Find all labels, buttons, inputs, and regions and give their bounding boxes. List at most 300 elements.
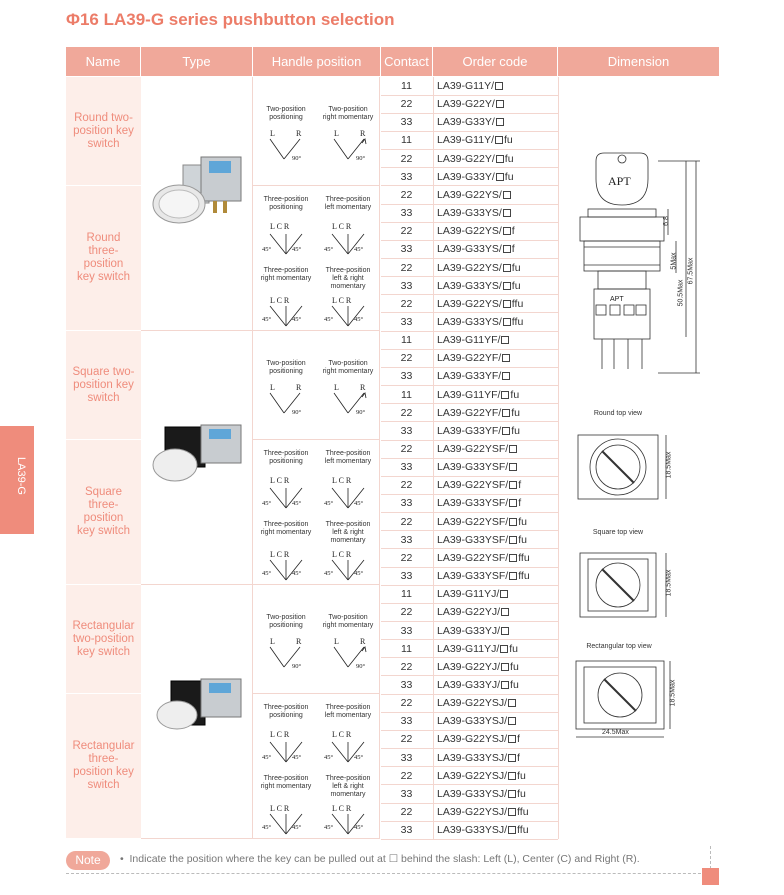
handle-position-label: Three-position positioning [263, 704, 309, 719]
blank-box-icon [500, 590, 508, 598]
square-key-switch-image [141, 331, 251, 585]
letters-lcr: L C R [270, 476, 290, 485]
order-code: LA39-G33YF/ [437, 370, 502, 383]
order-code-cell [437, 749, 563, 767]
name-round-three: Round three-position key switch [66, 186, 141, 331]
order-code: LA39-G22YSF/ [437, 443, 509, 455]
order-code-cell [437, 222, 563, 240]
order-code-cell [437, 404, 563, 422]
order-code-cell [437, 694, 563, 712]
order-suffix: ffu [518, 570, 530, 583]
order-code-cell [437, 785, 563, 803]
order-code-cell [437, 295, 563, 313]
order-code-cell [437, 240, 563, 258]
contact-cell: 11 [401, 388, 412, 401]
handle-position-label: Two-position right momentary [322, 360, 374, 375]
letter-r: R [360, 129, 366, 138]
angle-45: 45° [324, 246, 334, 253]
blank-box-icon [502, 354, 510, 362]
blank-box-icon [508, 808, 516, 816]
order-code-cell [437, 567, 563, 585]
order-code-cell [437, 277, 563, 295]
blank-box-icon [503, 191, 511, 199]
contact-cell: 22 [400, 443, 413, 455]
order-code: LA39-G22YF/ [437, 352, 502, 365]
angle-45: 45° [324, 754, 334, 761]
angle-45: 45° [354, 246, 364, 253]
blank-box-icon [503, 264, 511, 272]
order-suffix: fu [518, 533, 527, 546]
blank-box-icon [509, 463, 517, 471]
blank-box-icon [503, 300, 511, 308]
header-contact: Contact [381, 47, 433, 76]
letters-lcr: L C R [270, 222, 290, 231]
order-code: LA39-G33YSJ/ [437, 715, 508, 728]
order-code: LA39-G11YF/ [437, 388, 501, 401]
order-suffix: fu [510, 678, 519, 691]
name-round-two: Round two-position key switch [66, 77, 141, 186]
contact-cell: 33 [400, 824, 413, 837]
order-code-cell [437, 313, 563, 331]
order-code: LA39-G33YS/ [437, 315, 502, 328]
order-code-cell [437, 549, 563, 567]
type-round-photo [141, 77, 253, 331]
angle-90: 90° [292, 663, 302, 670]
rect-key-switch-image [141, 585, 251, 839]
blank-box-icon [509, 536, 517, 544]
order-code: LA39-G33YSJ/ [437, 787, 508, 800]
contact-cell: 22 [400, 225, 413, 238]
order-code-cell [437, 113, 563, 131]
handle-position-label: Three-position left momentary [324, 196, 372, 211]
order-code: LA39-G22YSF/ [437, 551, 509, 564]
order-code: LA39-G33YS/ [437, 279, 502, 292]
order-suffix: f [511, 243, 515, 256]
order-code-cell [437, 168, 563, 186]
contact-cell: 22 [400, 697, 413, 710]
contact-cell: 33 [400, 424, 413, 437]
contact-cell: 33 [400, 279, 413, 292]
name-rect-two: Rectangular two-position key switch [66, 585, 141, 694]
apt-logo: APT [608, 174, 631, 188]
order-code: LA39-G22Y/ [437, 152, 495, 165]
order-code-cell [437, 658, 563, 676]
blank-box-icon [495, 136, 503, 144]
letter-r: R [296, 383, 302, 392]
dimension-panel [558, 77, 719, 839]
blank-box-icon [501, 608, 509, 616]
name-square-three: Square three-position key switch [66, 440, 141, 585]
handle-arrow-diagram [268, 391, 308, 417]
order-code: LA39-G11YJ/ [437, 642, 500, 655]
contact-cell: 22 [400, 352, 413, 365]
angle-45: 45° [354, 570, 364, 577]
contact-cell: 22 [400, 297, 413, 310]
order-code: LA39-G11Y/ [437, 80, 495, 92]
letter-l: L [270, 383, 275, 392]
angle-45: 45° [262, 570, 272, 577]
order-suffix: fu [511, 406, 520, 419]
order-code-cell [437, 186, 563, 204]
angle-45: 45° [292, 316, 302, 323]
order-code: LA39-G22YF/ [437, 406, 502, 419]
order-code: LA39-G22YSJ/ [437, 733, 508, 746]
order-suffix: fu [504, 152, 514, 165]
contact-cell: 33 [400, 624, 413, 637]
order-code-cell [437, 95, 563, 113]
order-code-cell [437, 259, 563, 277]
round-top-view-label: Round top view [593, 410, 643, 417]
dim-18-5max-b: 18.5Max [665, 569, 673, 597]
angle-45: 45° [354, 500, 364, 507]
blank-box-icon [502, 427, 510, 435]
handle-position-label: Three-position positioning [263, 196, 309, 211]
letters-lcr: L C R [270, 804, 290, 813]
angle-45: 45° [354, 754, 364, 761]
order-code-cell [437, 585, 563, 603]
angle-45: 45° [354, 824, 364, 831]
order-suffix: ffu [511, 297, 524, 310]
handle-position-label: Three-position right momentary [260, 521, 312, 536]
angle-45: 45° [262, 824, 272, 831]
handle-arrow-diagram [328, 484, 368, 514]
dim-18-5max-a: 18.5Max [665, 451, 673, 479]
blank-box-icon [508, 790, 516, 798]
order-code-cell [437, 422, 563, 440]
angle-45: 45° [262, 754, 272, 761]
order-code-cell [437, 77, 563, 95]
blank-box-icon [496, 155, 504, 163]
order-code: LA39-G22YSF/ [437, 479, 509, 492]
order-code-cell [437, 821, 563, 839]
order-suffix: fu [511, 279, 521, 292]
handle-position-label: Three-position left momentary [324, 450, 372, 465]
order-code: LA39-G22YJ/ [437, 660, 501, 673]
angle-45: 45° [324, 316, 334, 323]
contact-cell: 33 [400, 751, 413, 764]
order-code-cell [437, 367, 563, 385]
order-code: LA39-G22YS/ [437, 188, 502, 201]
order-code: LA39-G33YSF/ [437, 533, 509, 546]
angle-45: 45° [262, 500, 272, 507]
order-suffix: fu [517, 787, 526, 800]
order-suffix: f [517, 733, 520, 746]
contact-cell: 22 [400, 188, 413, 201]
name-square-two: Square two-position key switch [66, 331, 141, 440]
order-suffix: f [518, 479, 522, 492]
type-square-photo [141, 331, 253, 585]
handle-position-label: Three-position left & right momentary [325, 521, 371, 544]
blank-box-icon [509, 572, 517, 580]
contact-cell: 22 [400, 406, 413, 419]
letters-lcr: L C R [332, 550, 352, 559]
header-handle: Handle position [253, 47, 381, 76]
contact-cell: 22 [400, 152, 413, 165]
blank-box-icon [508, 772, 516, 780]
dim-50-5max: 50.5Max [677, 279, 685, 307]
angle-45: 45° [262, 246, 272, 253]
header-name: Name [66, 47, 141, 76]
order-code-cell [437, 640, 563, 658]
order-suffix: fu [504, 134, 513, 147]
blank-box-icon [509, 518, 517, 526]
handle-arrow-diagram [332, 645, 372, 671]
order-code: LA39-G22YSJ/ [437, 806, 508, 818]
blank-box-icon [509, 481, 517, 489]
angle-90: 90° [356, 155, 366, 162]
handle-position-label: Two-position positioning [266, 614, 306, 629]
round-key-switch-image [141, 77, 251, 331]
name-rect-three: Rectangular three-position key switch [66, 694, 141, 839]
blank-box-icon [508, 826, 516, 834]
order-code-cell [437, 458, 563, 476]
letters-lcr: L C R [332, 476, 352, 485]
letters-lcr: L C R [332, 222, 352, 231]
angle-45: 45° [354, 316, 364, 323]
note-text: • Indicate the position where the key can be pulled out at ☐ behind the slash: Left (L), Center (C) and Right (R). [120, 853, 640, 865]
letter-r: R [360, 383, 366, 392]
letter-l: L [334, 637, 339, 646]
handle-position-label: Two-position right momentary [322, 106, 374, 121]
handle-arrow-diagram [328, 230, 368, 260]
contact-cell: 22 [400, 769, 413, 782]
handle-arrow-diagram [268, 645, 308, 671]
order-code-cell [437, 150, 563, 168]
contact-cell: 33 [400, 533, 413, 546]
column-divider [433, 77, 434, 839]
order-suffix: ffu [517, 806, 529, 818]
order-code: LA39-G22YS/ [437, 297, 502, 310]
contact-cell: 22 [400, 551, 413, 564]
blank-box-icon [496, 100, 504, 108]
order-code: LA39-G33YSF/ [437, 497, 509, 510]
contact-cell: 33 [400, 787, 413, 800]
contact-cell: 33 [400, 715, 413, 728]
order-code-cell [437, 730, 563, 748]
letter-r: R [360, 637, 366, 646]
corner-mark [702, 868, 719, 885]
angle-45: 45° [292, 500, 302, 507]
handle-arrow-diagram [328, 738, 368, 768]
blank-box-icon [501, 391, 509, 399]
order-suffix: fu [510, 660, 519, 673]
letter-l: L [270, 637, 275, 646]
handle-arrow-diagram [332, 391, 372, 417]
letter-l: L [334, 383, 339, 392]
angle-45: 45° [324, 500, 334, 507]
contact-cell: 33 [400, 116, 413, 129]
order-code: LA39-G33YJ/ [437, 624, 501, 637]
handle-position-label: Three-position left & right momentary [325, 267, 371, 290]
order-suffix: f [517, 751, 520, 764]
contact-cell: 22 [400, 606, 413, 619]
blank-box-icon [508, 717, 516, 725]
handle-position-label: Three-position left momentary [324, 704, 372, 719]
rect-top-view-label: Rectangular top view [586, 643, 652, 650]
handle-position-label: Two-position right momentary [322, 614, 374, 629]
blank-box-icon [501, 663, 509, 671]
header-type: Type [141, 47, 253, 76]
handle-position-label: Three-position right momentary [260, 267, 312, 282]
order-code: LA39-G11YF/ [437, 334, 501, 347]
order-code-cell [437, 622, 563, 640]
blank-box-icon [508, 699, 516, 707]
order-code: LA39-G33Y/ [437, 116, 495, 129]
blank-box-icon [509, 554, 517, 562]
letters-lcr: L C R [270, 730, 290, 739]
blank-box-icon [503, 245, 511, 253]
dim-6-8: 6.8 [662, 216, 670, 226]
order-code: LA39-G33Y/ [437, 170, 495, 183]
order-code: LA39-G22YSJ/ [437, 769, 508, 782]
order-code: LA39-G33YS/ [437, 243, 502, 256]
order-suffix: fu [518, 515, 527, 528]
angle-45: 45° [292, 246, 302, 253]
blank-box-icon [501, 627, 509, 635]
order-suffix: fu [517, 769, 526, 782]
angle-45: 45° [324, 570, 334, 577]
order-suffix: f [518, 497, 522, 510]
type-rect-photo [141, 585, 253, 839]
handle-arrow-diagram [266, 484, 306, 514]
order-code: LA39-G33YSF/ [437, 570, 509, 583]
order-code: LA39-G33YJ/ [437, 678, 501, 691]
letter-l: L [334, 129, 339, 138]
order-code-cell [437, 513, 563, 531]
page-title: Φ16 LA39-G series pushbutton selection [66, 10, 395, 29]
contact-cell: 33 [400, 170, 413, 183]
contact-cell: 11 [401, 134, 412, 147]
handle-position-label: Three-position left & right momentary [325, 775, 371, 798]
order-code: LA39-G33YS/ [437, 207, 502, 220]
blank-box-icon [503, 282, 511, 290]
order-suffix: ffu [517, 824, 529, 837]
order-code: LA39-G33YF/ [437, 424, 502, 437]
order-code-cell [437, 494, 563, 512]
handle-position-label: Two-position positioning [266, 360, 306, 375]
blank-box-icon [495, 82, 503, 90]
order-code-cell [437, 476, 563, 494]
angle-45: 45° [262, 316, 272, 323]
angle-90: 90° [292, 409, 302, 416]
contact-cell: 33 [400, 461, 413, 474]
order-code: LA39-G33YSJ/ [437, 751, 508, 764]
handle-position-label: Three-position right momentary [260, 775, 312, 790]
blank-box-icon [502, 372, 510, 380]
blank-box-icon [496, 173, 504, 181]
order-code-cell [437, 803, 563, 821]
order-code-cell [437, 131, 563, 149]
order-code-cell [437, 767, 563, 785]
handle-arrow-diagram [268, 137, 308, 163]
header-order: Order code [433, 47, 558, 76]
order-code: LA39-G22YS/ [437, 261, 502, 274]
letter-r: R [296, 637, 302, 646]
order-code-cell [437, 676, 563, 694]
blank-box-icon [509, 499, 517, 507]
blank-box-icon [500, 645, 508, 653]
contact-cell: 22 [400, 660, 413, 673]
order-code: LA39-G11YJ/ [437, 588, 500, 601]
order-code-cell [437, 331, 563, 349]
order-code-cell [437, 440, 563, 458]
contact-cell: 22 [400, 261, 413, 274]
order-code-cell [437, 603, 563, 621]
blank-box-icon [509, 445, 517, 453]
contact-cell: 33 [400, 207, 413, 220]
letter-r: R [296, 129, 302, 138]
dim-5max: 5Max [670, 252, 678, 270]
order-code: LA39-G11Y/ [437, 134, 495, 147]
dim-18-5max-c: 18.5Max [669, 679, 677, 707]
blank-box-icon [501, 681, 509, 689]
handle-arrow-diagram [266, 738, 306, 768]
contact-cell: 33 [400, 243, 413, 256]
handle-position-label: Two-position positioning [266, 106, 306, 121]
order-code: LA39-G22YJ/ [437, 606, 501, 619]
angle-90: 90° [356, 663, 366, 670]
row-divider [381, 839, 558, 840]
angle-45: 45° [292, 824, 302, 831]
letters-lcr: L C R [270, 550, 290, 559]
contact-cell: 33 [400, 570, 413, 583]
order-code-cell [437, 531, 563, 549]
blank-box-icon [503, 318, 511, 326]
order-code-cell [437, 349, 563, 367]
order-suffix: ffu [511, 315, 524, 328]
contact-cell: 22 [400, 806, 413, 818]
contact-cell: 11 [401, 334, 412, 347]
handle-arrow-diagram [332, 137, 372, 163]
blank-box-icon [508, 754, 516, 762]
blank-box-icon [501, 336, 509, 344]
letter-l: L [270, 129, 275, 138]
contact-cell: 22 [400, 479, 413, 492]
order-suffix: fu [511, 261, 521, 274]
order-suffix: fu [511, 424, 520, 437]
blank-box-icon [502, 409, 510, 417]
order-code: LA39-G33YSF/ [437, 461, 509, 474]
header-dimension: Dimension [558, 47, 719, 76]
contact-cell: 11 [401, 588, 412, 601]
contact-cell: 11 [401, 642, 412, 655]
order-code: LA39-G22YSJ/ [437, 697, 508, 710]
order-code: LA39-G22Y/ [437, 98, 495, 111]
angle-45: 45° [292, 570, 302, 577]
order-code-cell [437, 204, 563, 222]
blank-box-icon [503, 209, 511, 217]
contact-cell: 22 [400, 733, 413, 746]
handle-position-label: Three-position positioning [263, 450, 309, 465]
letters-lcr: L C R [332, 296, 352, 305]
order-code-cell [437, 386, 563, 404]
order-code: LA39-G22YSF/ [437, 515, 509, 528]
order-suffix: f [511, 225, 515, 238]
order-code-cell [437, 712, 563, 730]
angle-45: 45° [292, 754, 302, 761]
note-badge: Note [66, 851, 110, 870]
dimension-drawing [558, 77, 719, 839]
blank-box-icon [508, 735, 516, 743]
order-suffix: fu [509, 642, 519, 655]
order-suffix: ffu [518, 551, 530, 564]
letters-lcr: L C R [332, 804, 352, 813]
square-top-view-label: Square top view [592, 529, 644, 536]
order-code: LA39-G22YS/ [437, 225, 502, 238]
angle-45: 45° [324, 824, 334, 831]
angle-90: 90° [356, 409, 366, 416]
contact-cell: 33 [400, 497, 413, 510]
